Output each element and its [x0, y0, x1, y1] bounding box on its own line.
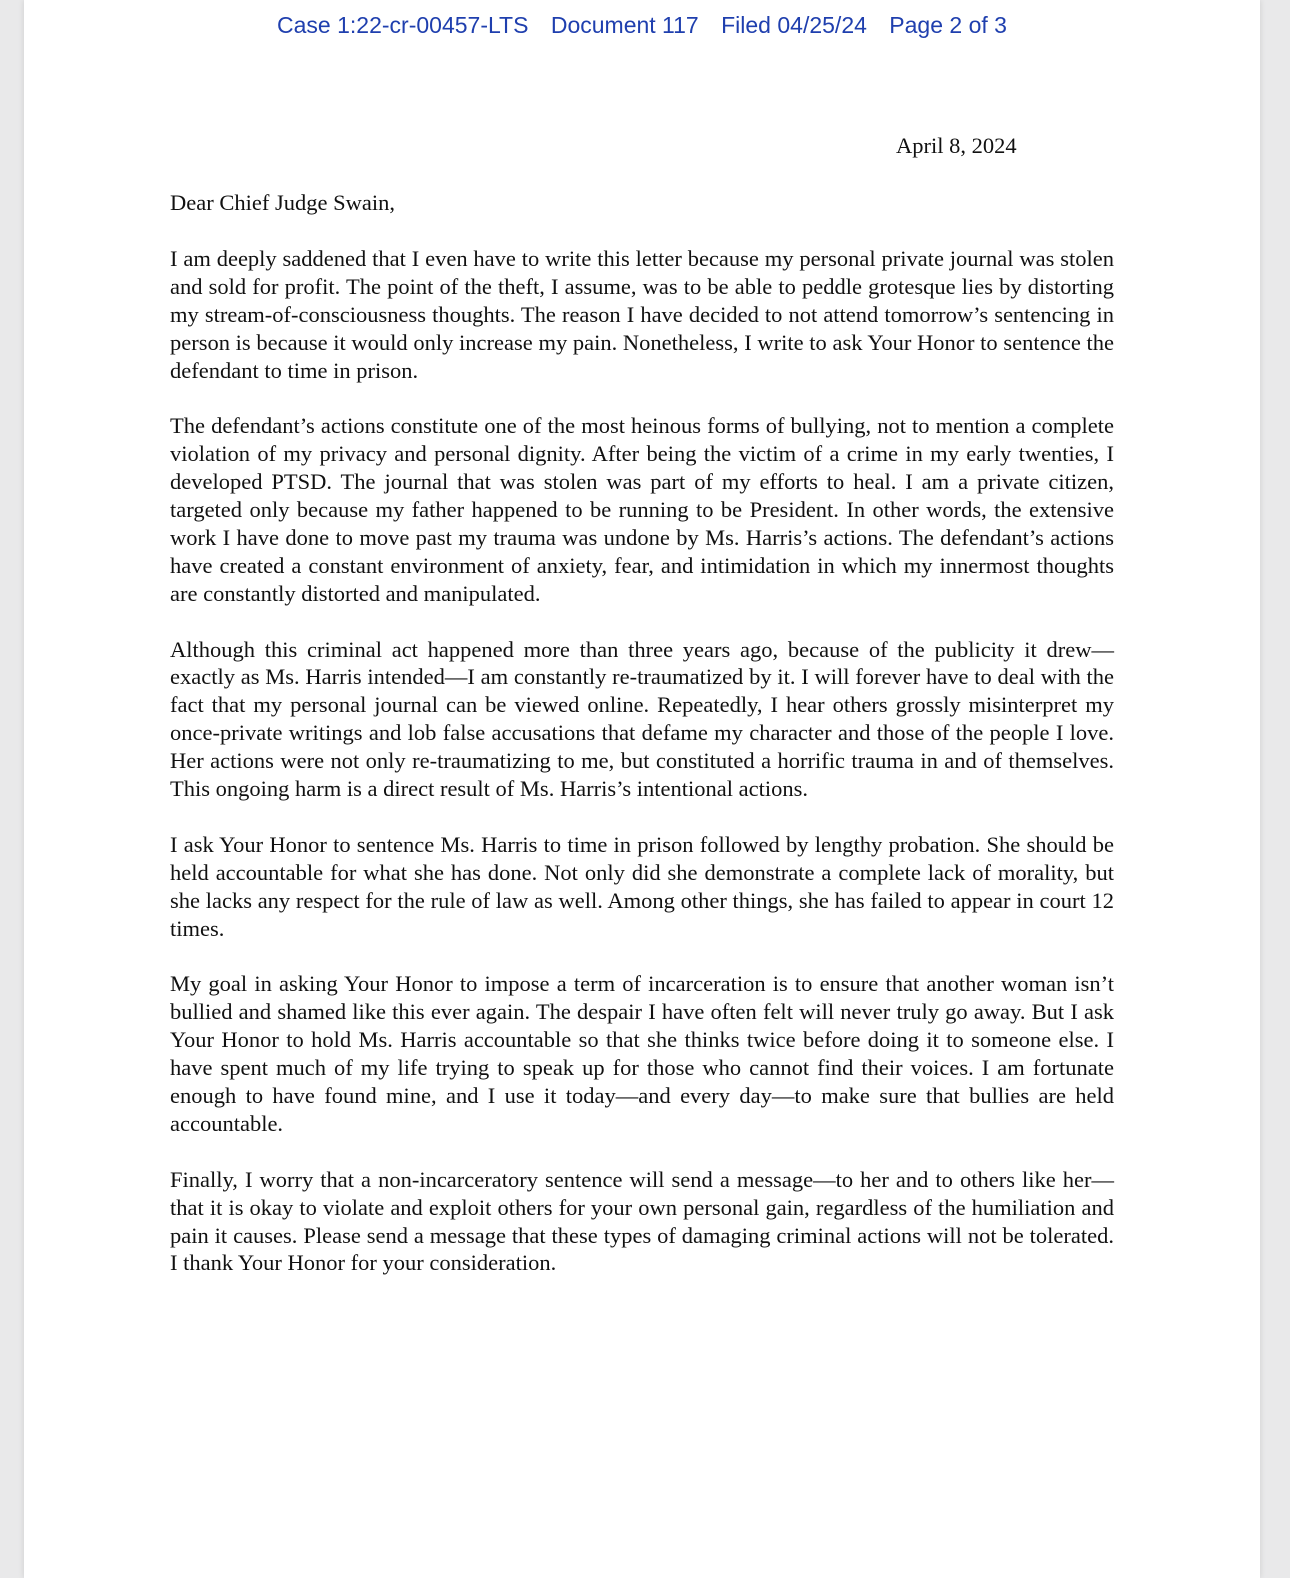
- letter-paragraph: My goal in asking Your Honor to impose a term of incarceration is to ensure that another woman isn’t bullied and shamed like this ever again. The despair I have often felt will never truly go away. But I ask Your Honor to hold Ms. Harris accountable so that she thinks twice before doing it to someone else. I have spent much of my life trying to speak up for those who cannot find their voices. I am fortunate enough to have found mine, and I use it today—and every day—to make sure that bullies are held accountable.: [170, 971, 1114, 1136]
- letter-paragraph: I am deeply saddened that I even have to write this letter because my personal private journal was stolen and sold for profit. The point of the theft, I assume, was to be able to peddle grotesque lies by distorting my stream-of-consciousness thoughts. The reason I have decided to not attend tomorrow’s sentencing in person is because it would only increase my pain. Nonetheless, I write to ask Your Honor to sentence the defendant to time in prison.: [170, 245, 1114, 383]
- letter-paragraph: Although this criminal act happened more than three years ago, because of the publicity it drew—exactly as Ms. Harris intended—I am constantly re-traumatized by it. I will forever have to deal with the fact that my personal journal can be viewed online. Repeatedly, I hear others grossly misinterpret my once-private writings and lob false accusations that defame my character and those of the people I love. Her actions were not only re-traumatizing to me, but constituted a horrific trauma in and of themselves. This ongoing harm is a direct result of Ms. Harris’s intentional actions.: [170, 636, 1114, 802]
- document-number: Document 117: [550, 12, 699, 38]
- page-number: Page 2 of 3: [889, 12, 1007, 38]
- document-page: [24, 0, 1260, 1578]
- letter-paragraph: Finally, I worry that a non-incarceratory sentence will send a message—to her and to others like her—that it is okay to violate and exploit others for your own personal gain, regardless of the humiliation and pain it causes. Please send a message that these types of damaging criminal actions will not be tolerated. I thank Your Honor for your consideration.: [170, 1166, 1114, 1276]
- letter-salutation: Dear Chief Judge Swain,: [170, 190, 395, 215]
- letter-date: April 8, 2024: [896, 133, 1017, 158]
- filed-date: Filed 04/25/24: [721, 12, 867, 38]
- case-number: Case 1:22-cr-00457-LTS: [277, 12, 529, 38]
- court-filing-header: [24, 12, 1260, 39]
- letter-body: [170, 189, 1114, 1305]
- letter-paragraph: I ask Your Honor to sentence Ms. Harris to time in prison followed by lengthy probation. She should be held accountable for what she has done. Not only did she demonstrate a complete lack of morality, but she lacks any respect for the rule of law as well. Among other things, she has failed to appear in court 12 times.: [170, 831, 1114, 941]
- letter-paragraph: The defendant’s actions constitute one of the most heinous forms of bullying, not to mention a complete violation of my privacy and personal dignity. After being the victim of a crime in my early twenties, I developed PTSD. The journal that was stolen was part of my efforts to heal. I am a private citizen, targeted only because my father happened to be running to be President. In other words, the extensive work I have done to move past my trauma was undone by Ms. Harris’s actions. The defendant’s actions have created a constant environment of anxiety, fear, and intimidation in which my innermost thoughts are constantly distorted and manipulated.: [170, 413, 1114, 606]
